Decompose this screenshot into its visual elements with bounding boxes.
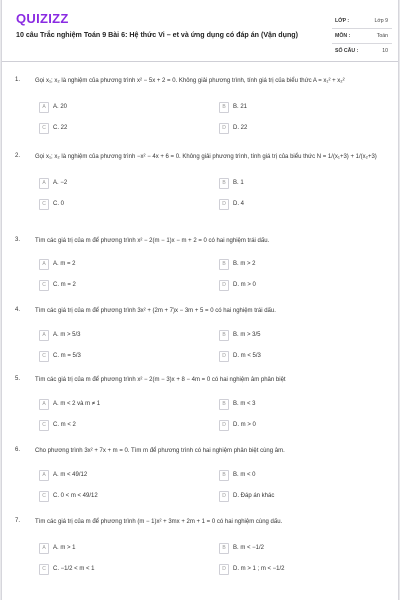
- option-text: A. m < 2 và m ≠ 1: [53, 401, 101, 407]
- option-letter-box: A: [39, 259, 49, 270]
- answer-option-b[interactable]: [219, 259, 379, 271]
- answer-option-c[interactable]: [39, 564, 199, 576]
- answer-option-a[interactable]: [39, 470, 199, 482]
- meta-label: MÔN :: [335, 33, 351, 39]
- answer-option-c[interactable]: [39, 199, 199, 211]
- option-text: C. m < 2: [53, 422, 76, 428]
- meta-row-count: [332, 44, 392, 59]
- answer-option-c[interactable]: [39, 420, 199, 432]
- question-number: 7.: [15, 518, 21, 524]
- option-letter-box: D: [219, 420, 229, 431]
- option-letter-box: A: [39, 102, 49, 113]
- question-text: Gọi x₁; x₂ là nghiệm của phương trình x² − 5x + 2 = 0. Không giải phương trình, tính giá trị của biểu thức A = x₁² + x₂²: [35, 78, 345, 84]
- meta-table: [332, 14, 392, 59]
- question-text: Tìm các giá trị của m để phương trình x² − 2(m − 3)x + 8 − 4m = 0 có hai nghiệm âm phân biệt: [35, 377, 286, 383]
- answer-option-d[interactable]: [219, 123, 379, 135]
- option-letter-box: B: [219, 330, 229, 341]
- question-text: Tìm các giá trị của m để phương trình 3x² + (2m + 7)x − 3m + 5 = 0 có hai nghiệm trái dấu.: [35, 308, 276, 314]
- option-letter-box: A: [39, 399, 49, 410]
- option-text: A. m > 5/3: [53, 332, 81, 338]
- option-text: C. m = 5/3: [53, 353, 81, 359]
- answer-option-b[interactable]: [219, 543, 379, 555]
- answer-option-a[interactable]: [39, 399, 199, 411]
- option-text: A. m = 2: [53, 261, 76, 267]
- question-text: Tìm các giá trị của m để phương trình x² − 2(m − 1)x − m + 2 = 0 có hai nghiệm trái dấu.: [35, 238, 270, 244]
- option-text: B. m > 2: [233, 261, 256, 267]
- question-number: 3.: [15, 237, 21, 243]
- option-letter-box: C: [39, 564, 49, 575]
- answer-option-c[interactable]: [39, 123, 199, 135]
- option-text: B. 1: [233, 180, 244, 186]
- option-letter-box: A: [39, 470, 49, 481]
- option-letter-box: B: [219, 470, 229, 481]
- option-text: D. m > 0: [233, 282, 256, 288]
- answer-option-d[interactable]: [219, 564, 379, 576]
- option-text: B. m < −1/2: [233, 545, 265, 551]
- page-title: 10 câu Trắc nghiệm Toán 9 Bài 6: Hệ thức Vi – et và ứng dụng có đáp án (Vận dụng): [16, 31, 298, 39]
- option-text: D. m > 0: [233, 422, 256, 428]
- option-letter-box: A: [39, 543, 49, 554]
- question-text: Tìm các giá trị của m để phương trình (m − 1)x² + 3mx + 2m + 1 = 0 có hai nghiệm cùng dấu.: [35, 519, 283, 525]
- meta-label: LỚP :: [335, 18, 350, 24]
- question-number: 1.: [15, 77, 21, 83]
- meta-label: SỐ CÂU :: [335, 48, 359, 54]
- option-letter-box: C: [39, 420, 49, 431]
- meta-value: Toán: [376, 33, 388, 39]
- answer-option-a[interactable]: [39, 543, 199, 555]
- option-letter-box: D: [219, 351, 229, 362]
- option-text: C. 22: [53, 125, 68, 131]
- meta-value: 10: [382, 48, 388, 54]
- answer-option-d[interactable]: [219, 280, 379, 292]
- option-letter-box: B: [219, 178, 229, 189]
- answer-option-a[interactable]: [39, 330, 199, 342]
- option-text: D. 4: [233, 201, 245, 207]
- answer-option-a[interactable]: [39, 259, 199, 271]
- answer-option-b[interactable]: [219, 399, 379, 411]
- worksheet-header: [2, 0, 399, 62]
- option-text: B. m > 3/5: [233, 332, 261, 338]
- meta-row-class: [332, 14, 392, 29]
- question-text: Cho phương trình 3x² + 7x + m = 0. Tìm m để phương trình có hai nghiệm phân biệt cùng âm.: [35, 448, 285, 454]
- option-letter-box: D: [219, 280, 229, 291]
- answer-option-b[interactable]: [219, 178, 379, 190]
- answer-option-d[interactable]: [219, 420, 379, 432]
- option-letter-box: C: [39, 351, 49, 362]
- answer-option-d[interactable]: [219, 491, 379, 503]
- option-text: A. 20: [53, 104, 68, 110]
- question-text: Gọi x₁; x₂ là nghiệm của phương trình −x² − 4x + 6 = 0. Không giải phương trình, tính giá trị của biểu thức N = 1/(x₁+3) + 1/(x₂+3): [35, 154, 377, 160]
- answer-option-d[interactable]: [219, 199, 379, 211]
- option-text: A. −2: [53, 180, 68, 186]
- option-text: C. 0 < m < 49/12: [53, 493, 98, 499]
- option-text: B. m < 0: [233, 472, 256, 478]
- question-number: 5.: [15, 376, 21, 382]
- option-text: D. m < 5/3: [233, 353, 261, 359]
- option-letter-box: B: [219, 399, 229, 410]
- meta-value: Lớp 9: [374, 18, 388, 24]
- answer-option-a[interactable]: [39, 178, 199, 190]
- answer-option-b[interactable]: [219, 102, 379, 114]
- answer-option-c[interactable]: [39, 491, 199, 503]
- option-text: B. m < 3: [233, 401, 256, 407]
- option-letter-box: A: [39, 178, 49, 189]
- option-text: D. m > 1 ; m < −1/2: [233, 566, 285, 572]
- question-number: 4.: [15, 307, 21, 313]
- option-letter-box: A: [39, 330, 49, 341]
- answer-option-b[interactable]: [219, 330, 379, 342]
- option-letter-box: C: [39, 491, 49, 502]
- option-text: D. Đáp án khác: [233, 493, 275, 499]
- quizizz-logo: QUIZIZZ: [16, 11, 69, 26]
- answer-option-d[interactable]: [219, 351, 379, 363]
- option-letter-box: C: [39, 280, 49, 291]
- option-letter-box: D: [219, 491, 229, 502]
- answer-option-c[interactable]: [39, 280, 199, 292]
- meta-row-subject: [332, 29, 392, 44]
- option-text: B. 21: [233, 104, 248, 110]
- option-text: C. m = 2: [53, 282, 76, 288]
- option-letter-box: C: [39, 123, 49, 134]
- option-text: A. m < 49/12: [53, 472, 88, 478]
- answer-option-a[interactable]: [39, 102, 199, 114]
- answer-option-b[interactable]: [219, 470, 379, 482]
- option-letter-box: D: [219, 199, 229, 210]
- worksheet-page: [1, 0, 399, 600]
- question-number: 6.: [15, 447, 21, 453]
- option-letter-box: B: [219, 259, 229, 270]
- option-letter-box: D: [219, 123, 229, 134]
- answer-option-c[interactable]: [39, 351, 199, 363]
- question-number: 2.: [15, 153, 21, 159]
- option-letter-box: D: [219, 564, 229, 575]
- option-text: C. 0: [53, 201, 65, 207]
- option-text: D. 22: [233, 125, 248, 131]
- option-text: A. m > 1: [53, 545, 76, 551]
- option-letter-box: C: [39, 199, 49, 210]
- option-letter-box: B: [219, 543, 229, 554]
- option-letter-box: B: [219, 102, 229, 113]
- option-text: C. −1/2 < m < 1: [53, 566, 95, 572]
